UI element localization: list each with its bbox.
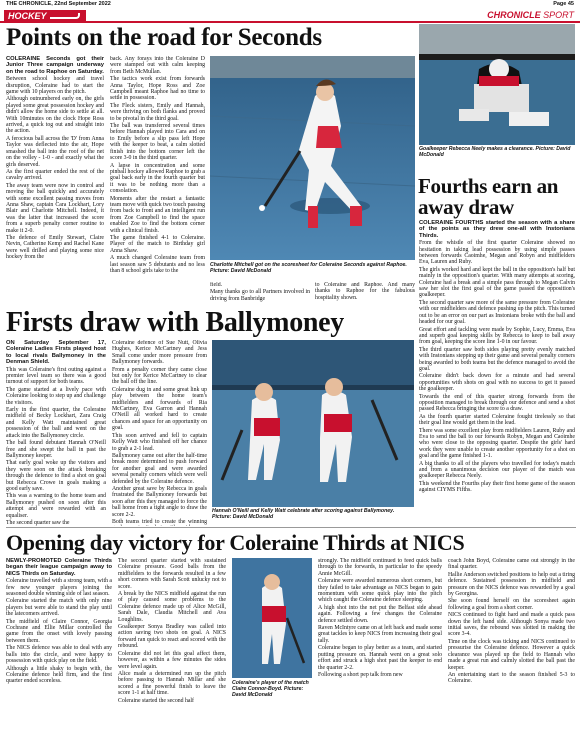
paragraph: The defence of Emily Stewart, Claire Nevin, Catherine Kemp and Rachel Kane were well drilled and playing some nice hockey from the	[6, 234, 104, 261]
paragraph: COLERAINE Seconds got their Junior Three campaign underway on the road to Raphoe on Saturday.	[6, 56, 104, 75]
paragraph: This weekend the Fourths play their first home game of the season against CIYMS Fifths.	[419, 480, 575, 494]
paragraph: A big thanks to all of the players who travelled for today's match and from a unanimous decision our player of the match was goalkeeper Rebecca Neely.	[419, 460, 575, 480]
paragraph: Moments after the restart a fantastic team move with quick two touch passing from back to front and an intelligent run from Zoe Campbell to find the space enabled Zoe to find the bottom corner with a clinical finish.	[110, 195, 205, 234]
paragraph: The game started at a lively pace with Coleraine looking to step up and challenge the visitors.	[6, 386, 106, 406]
paragraph: Both teams tried to create the winning	[112, 518, 207, 525]
paragraph: Coleraine were awarded numerous short corners, but they failed to take advantage as NICS began to gain momentum with some quick play into the pitch which caught the Coleraine defence sleeping.	[318, 578, 442, 604]
headline-seconds: Points on the road for Seconds	[6, 24, 322, 51]
paragraph: Coleraine started the second half	[118, 697, 194, 704]
brand-chronicle: CHRONICLE	[487, 10, 541, 20]
paragraph: The third quarter saw both sides playing pretty evenly matched with Instonians stepping up their game and several penalty corners being awarded to both teams but the defence managed to avoid the goal.	[419, 346, 575, 372]
story4-column-1	[6, 558, 112, 734]
paragraph: As the first quarter ended the rest of the cavalry arrived.	[6, 168, 104, 182]
divider	[6, 527, 576, 528]
paragraph: NEWLY-PROMOTED Coleraine Thirds began their league campaign away to NICS Thirds on Saturday.	[6, 558, 112, 577]
chronicle-sport-brand	[487, 10, 574, 20]
paragraph: Between school hockey and travel disruption, Coleraine had to start the game with 10 players on the pitch.	[6, 76, 104, 96]
hockey-action-image	[210, 56, 415, 260]
story1-column-4	[315, 282, 415, 304]
paragraph: A break by the NICS midfield against the run of play caused some problems to the Coleraine defence made up of Alice McGill, Sarah Dale, Claudia Mitchell and Ava Loughlins.	[118, 591, 226, 623]
paragraph: The away team were now in control and moving the ball quickly and accurately with some excellent passing moves from Anna Shaw, captain Cara Lockhart, Lory Blair and Charlotte Mitchell. Indeed, it was the latter that increased the score from a superb penalty corner routine to make it 2-0.	[6, 182, 104, 234]
paragraph: Coleraine dug in and some great link up play between the home team's midfielders and forwards of Ria McCartney, Eva Garron and Hannah O'Neill all worked hard to create chances and space for an opportunity on goal.	[112, 386, 207, 432]
photo-claire-connor	[232, 558, 312, 678]
page-number: Page 45	[553, 1, 574, 7]
paragraph: A much changed Coleraine team from last season saw 5 debutants and no less than 8 school girls take to the	[110, 255, 205, 274]
paragraph: Although outnumbered early on, the girls played some great possession hockey and didn't allow the home side to settle at all. With 10minutes on the clock Hope Ross arrived, a quick tog out and straight into the action.	[6, 96, 104, 135]
paragraph: Following a short pep talk from new	[318, 671, 403, 678]
paragraph: field.	[210, 282, 223, 288]
paragraph: This soon arrived and fell to captain Kelly Watt who finished off her chance to grab a 2-1 lead.	[112, 432, 207, 452]
story3-column-2	[112, 340, 207, 526]
paragraph: The midfield of Claire Connor, Georgia Cochrane and Ellie Millar controlled the game from the onset with lovely passing between them.	[6, 618, 112, 644]
paragraph: Hallie Anderson switched positions to help out a tiring defence. Sustained possession in midfield and pressure on the NICS defence was rewarded by a goal by Georgina.	[448, 571, 575, 598]
hockey-section-tag	[4, 10, 86, 22]
paragraph: An entertaining start to the season finished 5-3 to Coleraine.	[448, 671, 575, 685]
caption-charlotte: Charlotte Mitchell got on the scoresheet for Coleraine Seconds against Raphoe. Picture: David McDonald	[210, 262, 407, 274]
paragraph: The ball found debutant Hannah O'Neill free and she swept the ball in past the Ballymoney keeper.	[6, 440, 106, 459]
paragraph: That early goal woke up the visitors and they were soon on the attack breaking through the defence to find a shot on goal but Rebecca Crowe in goals making a good early save.	[6, 460, 106, 492]
brand-sport: SPORT	[543, 10, 574, 20]
section-bar	[0, 10, 580, 23]
story1-column-1	[6, 56, 104, 304]
paragraph: The game finished 4-1 to Coleraine. Player of the match to Birthday girl Anna Shaw.	[110, 234, 205, 254]
story1-column-2	[110, 56, 205, 304]
paragraph: This was Coleraine's first outing against a premier level team so there was a good turnout of support for both teams.	[6, 366, 106, 386]
paragraph: Another great save by Rebecca in goals frustrated the Ballymoney forwards but soon after this they managed to force the ball home from a tight angle to draw the score 2-2.	[112, 485, 207, 518]
photo-charlotte-mitchell	[210, 56, 415, 260]
paragraph: Coleraine defence of Sue Nutt, Olivia Hughes, Kerice McCartney and Jess Small come under more pressure from Ballymoney forwards.	[112, 340, 207, 366]
paragraph: A high shot into the net put the Belfast side ahead again. Following a few changes the Coleraine defence settled down.	[318, 604, 442, 624]
paragraph: The tactics work exist from forwards Anna Taylor, Hope Ross and Zoe Campbell meant Raphoe had no time to settle in possession.	[110, 76, 205, 102]
paragraph: to Coleraine and Raphoe. And many thanks to Raphoe for the fabulous hospitality shown.	[315, 282, 415, 301]
paragraph: ON Saturday September 17, Coleraine Ladies Firsts played host to local rivals Ballymoney in the Denman Shield.	[6, 340, 106, 366]
story3-column-1	[6, 340, 106, 526]
story4-column-2	[118, 558, 226, 734]
paragraph: Time on the clock was ticking and NICS continued to pressurise the Coleraine defence. However a quick clearance was played up the field to Hannah who made a great run and calmly slotted the ball past the keeper.	[448, 638, 575, 671]
section-label: HOCKEY	[8, 11, 47, 21]
paragraph: The Fleck sisters, Emily and Hannah, were thriving on both flanks and proved to be pivotal in the third goal.	[110, 102, 205, 122]
paragraph: The second quarter saw more of the same pressure from Coleraine with our midfielders and defence pushing up the pitch. This turned out to be an error on our part as Instonians broke with the ball and headed for our goal.	[419, 299, 575, 326]
goalkeeper-image	[419, 24, 575, 145]
paragraph: Coleraine began to play better as a team, and started putting pressure on. Hannah went on a great solo effort and struck a high shot past the keeper to end the quarter 2-2.	[318, 645, 442, 671]
story1-column-3	[210, 282, 310, 304]
headline-firsts: Firsts draw with Ballymoney	[6, 307, 345, 338]
paragraph: A lapse in concentration and some pinball hockey allowed Raphoe to grab a goal back early in the fourth quarter but it was to be nothing more than a consolation.	[110, 162, 205, 195]
paragraph: Many thanks go to all Partners involved in driving from Banbridge	[210, 289, 310, 302]
story4-column-4	[448, 558, 575, 734]
paragraph: From a penalty corner they came close but only for Kerice McCartney to clear the ball off the line.	[112, 366, 207, 386]
paragraph: Goalkeeper Sonya Bradley was called into action saving two shots on goal. A NICS forward ran quick to react and scored with the rebound.	[118, 624, 226, 650]
paragraph: NICS continued to fight hard and made a quick pass down the left hand side. Although Sonya made two initial saves, the rebound was slotted in making the score 3-4.	[448, 612, 575, 638]
paragraph: Ballymoney came out after the half-time break more determined to push forward for another goal and were awarded several penalty corners which were well defended by the Coleraine defence.	[112, 452, 207, 485]
paragraph: Coleraine did not let this goal affect them, however, as within a few minutes the sides were level again.	[118, 650, 226, 670]
paragraph: Although a little shaky to begin with, the Coleraine defence held firm, and the first quarter ended scoreless.	[6, 665, 112, 685]
headline-thirds: Opening day victory for Coleraine Thirds at NICS	[6, 530, 465, 555]
paragraph: Coleraine travelled with a strong team, with a few new younger players joining the seasoned double winning side of last season.	[6, 578, 112, 598]
paragraph: Raven McIntyre came on at left back and made some great tackles to keep NICS from increasing their goal tally.	[318, 625, 442, 644]
paragraph: Coleraine started the match with only nine players but were able to stand the play until the latecomers arrived.	[6, 598, 112, 618]
page-header	[0, 0, 580, 9]
paragraph: The girls worked hard and kept the ball in the opposition's half but mainly in the opposition's quarter. With many attempts at scoring, Coleraine had a break and a simple pass through to Megan Calvin saw her slot the first goal of the game passed the opposition's goalkeeper.	[419, 266, 575, 299]
photo-goalkeeper	[419, 24, 575, 145]
paragraph: Alice made a determined run up the pitch before passing to Hannah Millar and she scored a fine powerful finish to leave the score 1-1 at half time.	[118, 670, 226, 697]
paragraph: Early in the first quarter, the Coleraine midfield of Becky Lockhart, Zara Craig and Kelly Watt maintained great possession of the ball and went on the attack into the Ballymoney circle.	[6, 407, 106, 439]
player-image	[232, 558, 312, 678]
paragraph: The ball was transferred several times before Hannah played into Cara and on to Emily before a slip pass left Hope with the keeper to beat, a calm slotted finish into the bottom corner left the score 3-0 in the third quarter.	[110, 123, 205, 162]
paragraph: The second quarter started with sustained Coleraine pressure. Good balls from the midfielders to the forwards resulted in a few short corners with Sarah Scott unlucky not to score.	[118, 558, 226, 590]
caption-claire: Coleraine's player of the match Claire Connor-Boyd. Picture: David McDonald	[232, 680, 309, 698]
paragraph: Towards the end of this quarter strong forwards from the opposition managed to break through our defence and send a shot passed Rebecca bringing the score to a draw.	[419, 393, 575, 413]
paragraph: This was a warning to the home team and Ballymoney pushed on soon after this attempt and were rewarded with an equaliser.	[6, 493, 106, 519]
headline-fourths: Fourths earn an away draw	[418, 174, 559, 219]
paragraph: From the whistle of the first quarter Coleraine showed no hesitation in taking lead possession by using simple passes between forwards Caoimhe, Megan and Robyn and midfielders Eva, Lauren and Ruby.	[419, 240, 575, 266]
paragraph: The second quarter saw the	[6, 519, 70, 526]
paragraph: COLERAINE FOURTHS started the season with a share of the points as they drew one-all with Instonians Thirds.	[419, 220, 575, 239]
caption-goalkeeper: Goalkeeper Rebecca Neely makes a clearance. Picture: David McDonald	[419, 146, 571, 158]
paragraph: As the fourth quarter started Coleraine fought tirelessly so that their goal line would get them in the lead.	[419, 413, 575, 427]
paper-date: THE CHRONICLE, 22nd September 2022	[6, 1, 111, 7]
celebration-image	[212, 340, 414, 507]
story4-column-3	[318, 558, 442, 734]
paragraph: strongly. The midfield continued to feed quick balls through to the forwards, in particular to the speedy Annie McGill.	[318, 558, 442, 577]
hockey-stick-icon	[50, 13, 80, 19]
paragraph: She soon found herself on the scoresheet again following a goal from a short corner.	[448, 598, 575, 611]
photo-celebration	[212, 340, 414, 507]
paragraph: The NICS defence was able to deal with any balls into the circle, and were happy to possession with quick play on the field.	[6, 645, 112, 665]
caption-celebration: Hannah O'Neill and Kelly Watt celebrate after scoring against Ballymoney. Picture: David McDonald	[212, 508, 395, 520]
paragraph: A ferocious ball across the 'D' from Anna Taylor was deflected into the air, Hope smashed the ball into the roof of the net on the volley - 1-0 - and exactly what the girls deserved.	[6, 135, 104, 168]
paragraph: Coleraine didn't back down for a minute and had several opportunities with shots on goal with no success to get it passed the goalkeeper.	[419, 373, 575, 393]
paragraph: Great effort and tackling were made by Sophie, Lucy, Emma, Eva and superb goal keeping skills by Rebecca to keep to ball away from goal, keeping the score line 1-0 in our favour.	[419, 326, 575, 346]
story2-column	[419, 220, 575, 522]
paragraph: back. Any forays into the Coleraine D were stamped out with calm keeping from Beth McMullan.	[110, 56, 205, 75]
paragraph: coach John Boyd, Coleraine came out strongly in the final quarter.	[448, 558, 575, 571]
paragraph: There was some excellent play from midfielders Lauren, Ruby and Eva to send the ball to our forwards Robyn, Megan and Caoimhe who were close to the opposing quarter. Despite the girls' hard work they were unable to create another opportunity for a shot on goal and the game finished 1-1.	[419, 427, 575, 460]
